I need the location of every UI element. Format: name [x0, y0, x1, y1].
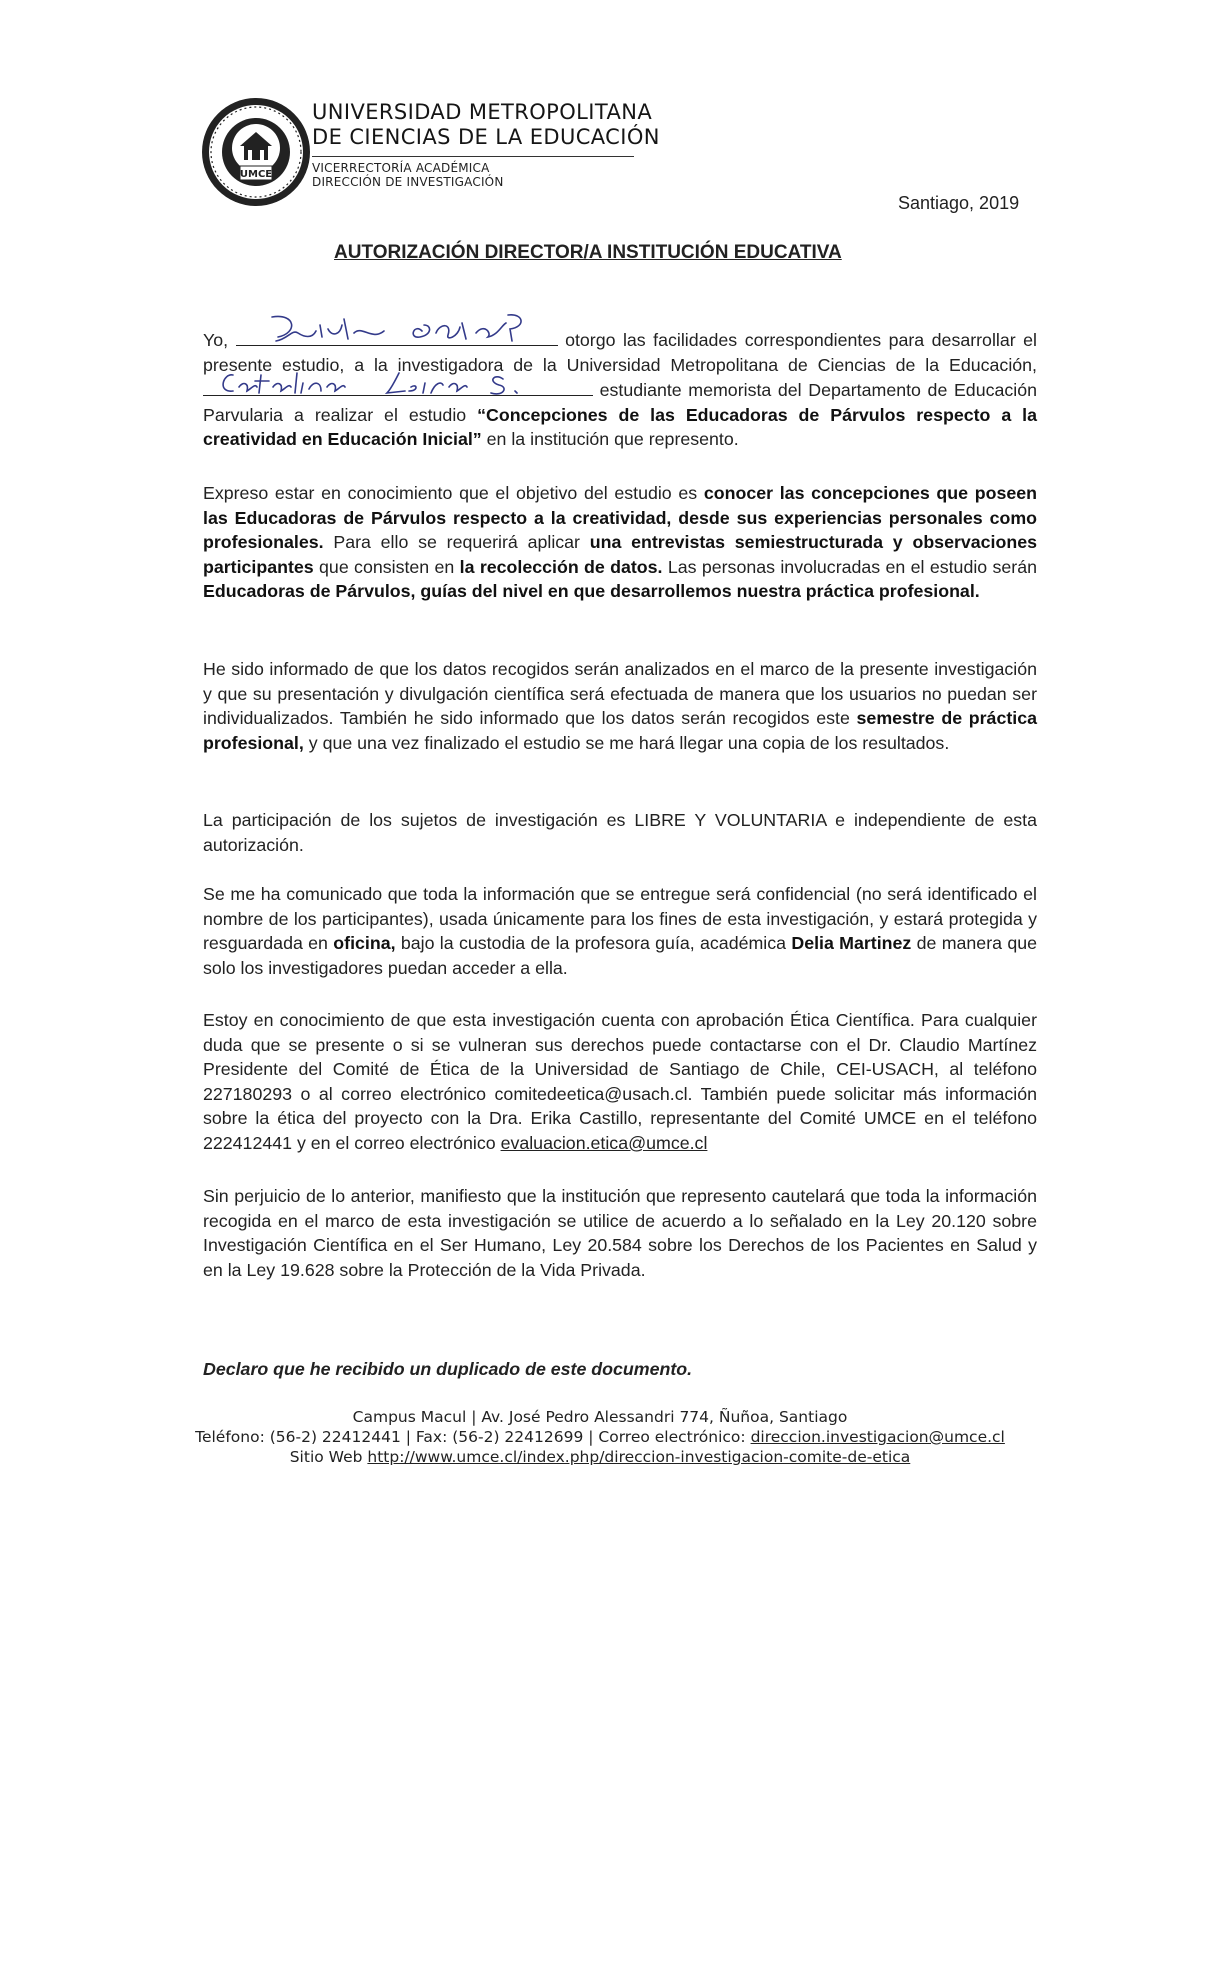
declaration-statement: Declaro que he recibido un duplicado de este documento.	[203, 1359, 693, 1379]
p5-bold-1: oficina,	[333, 933, 396, 954]
institution-name-line1: UNIVERSIDAD METROPOLITANA	[312, 100, 653, 124]
paragraph-legal	[203, 1184, 1037, 1282]
document-date: Santiago, 2019	[898, 193, 1020, 213]
p2-text-2: Para ello se requerirá aplicar	[333, 532, 580, 553]
unit-line1: VICERRECTORÍA ACADÉMICA	[312, 161, 490, 175]
svg-text:UMCE: UMCE	[239, 169, 273, 180]
p2-bold-2: una entrevistas semiestructurada y observaciones participantes	[203, 532, 1037, 577]
director-signature	[236, 311, 558, 347]
yo-text: Yo,	[203, 330, 229, 350]
p6-text-1: Estoy en conocimiento de que esta investigación cuenta con aprobación Ética Científica. Para cualquier duda que se presente o si se vulneran sus derechos puede contactarse con el Dr. Claudio Martínez Presidente del Comité de Ética de la Universidad de Santiago de Chile, CEI-USACH, al teléfono 227180293 o al correo electrónico comitedeetica@usach.cl. También puede solicitar más información sobre la ética del proyecto con la Dra. Erika Castillo, representante del Comité UMCE en el teléfono 222412441 y en el correo electrónico	[203, 1010, 1037, 1153]
footer-phones-text: Teléfono: (56-2) 22412441 | Fax: (56-2) 22412699 | Correo electrónico:	[195, 1428, 746, 1446]
header-divider	[312, 156, 634, 157]
student-signature-line	[203, 377, 593, 396]
paragraph-voluntary	[203, 808, 1037, 857]
after-director-text: otorgo las facilidades correspondientes para desarrollar el presente estudio, a la investigadora de la Universidad Metropolitana de Ciencias de la Educación,	[203, 330, 1037, 375]
p5-text-1: Se me ha comunicado que toda la información que se entregue será confidencial (no será identificado el nombre de los participantes), usada únicamente para los fines de esta investigación, y estará protegida y resguardada en	[203, 884, 1037, 954]
institution-header	[312, 100, 660, 189]
director-signature-line	[236, 327, 558, 346]
ethics-email-link[interactable]: evaluacion.etica@umce.cl	[500, 1132, 708, 1153]
unit-line2: DIRECCIÓN DE INVESTIGACIÓN	[312, 175, 504, 189]
p7-text: Sin perjuicio de lo anterior, manifiesto que la institución que represento cautelará que toda la información recogida en el marco de esta investigación se utilice de acuerdo a lo señalado en la Ley 20.120 sobre Investigación Científica en el Ser Humano, Ley 20.584 sobre los Derechos de los Pacientes en Salud y en la Ley 19.628 sobre la Protección de la Vida Privada.	[203, 1186, 1037, 1280]
paragraph-objective	[203, 481, 1037, 604]
student-signature	[203, 367, 593, 397]
paragraph-ethics	[203, 1008, 1037, 1156]
footer-website-label: Sitio Web	[289, 1448, 363, 1466]
p3-bold-1: semestre de práctica profesional,	[203, 708, 1037, 753]
document-title: AUTORIZACIÓN DIRECTOR/A INSTITUCIÓN EDUCATIVA	[334, 242, 842, 263]
p2-bold-4: Educadoras de Párvulos, guías del nivel en que desarrollemos nuestra práctica profesional.	[203, 581, 980, 602]
footer-contact	[150, 1407, 1050, 1467]
p5-bold-2: Delia Martinez	[791, 933, 912, 954]
paragraph-confidentiality	[203, 882, 1037, 980]
paragraph1-end: en la institución que represento.	[486, 429, 739, 450]
paragraph-data-use	[203, 657, 1037, 755]
footer-email-link[interactable]: direccion.investigacion@umce.cl	[750, 1428, 1005, 1446]
p3-text-2: y que una vez finalizado el estudio se me hará llegar una copia de los resultados.	[308, 732, 950, 753]
footer-phones	[150, 1427, 1050, 1447]
p3-text-1: He sido informado de que los datos recogidos serán analizados en el marco de la presente investigación y que su presentación y divulgación científica será efectuada de manera que los usuarios no puedan ser individualizados. También he sido informado que los datos serán recogidos este	[203, 659, 1037, 729]
p2-text-3: que consisten en	[319, 556, 455, 577]
p2-bold-3: la recolección de datos.	[459, 556, 663, 577]
study-title: “Concepciones de las Educadoras de Párvulos respecto a la creatividad en Educación Inicial”	[203, 404, 1037, 450]
p2-text-1: Expreso estar en conocimiento que el objetivo del estudio es	[203, 483, 698, 503]
p4-text: La participación de los sujetos de investigación es LIBRE Y VOLUNTARIA e independiente de esta autorización.	[203, 810, 1037, 855]
footer-website	[150, 1447, 1050, 1467]
p5-text-3: de manera que solo los investigadores puedan acceder a ella.	[203, 933, 1037, 978]
p5-text-2: bajo la custodia de la profesora guía, académica	[400, 933, 787, 954]
footer-website-link[interactable]: http://www.umce.cl/index.php/direccion-investigacion-comite-de-etica	[367, 1448, 911, 1466]
institution-name-line2: DE CIENCIAS DE LA EDUCACIÓN	[312, 125, 660, 149]
footer-address: Campus Macul | Av. José Pedro Alessandri 774, Ñuñoa, Santiago	[352, 1408, 848, 1426]
umce-seal-logo	[200, 96, 312, 208]
p2-bold-1: conocer las concepciones que poseen las Educadoras de Párvulos respecto a la creatividad, desde sus experiencias personales como profesionales.	[203, 483, 1037, 553]
p2-text-4: Las personas involucradas en el estudio serán	[667, 556, 1037, 577]
paragraph-authorization	[203, 327, 1037, 452]
after-student-text: estudiante memorista del Departamento de Educación Parvularia a realizar el estudio	[203, 380, 1037, 425]
